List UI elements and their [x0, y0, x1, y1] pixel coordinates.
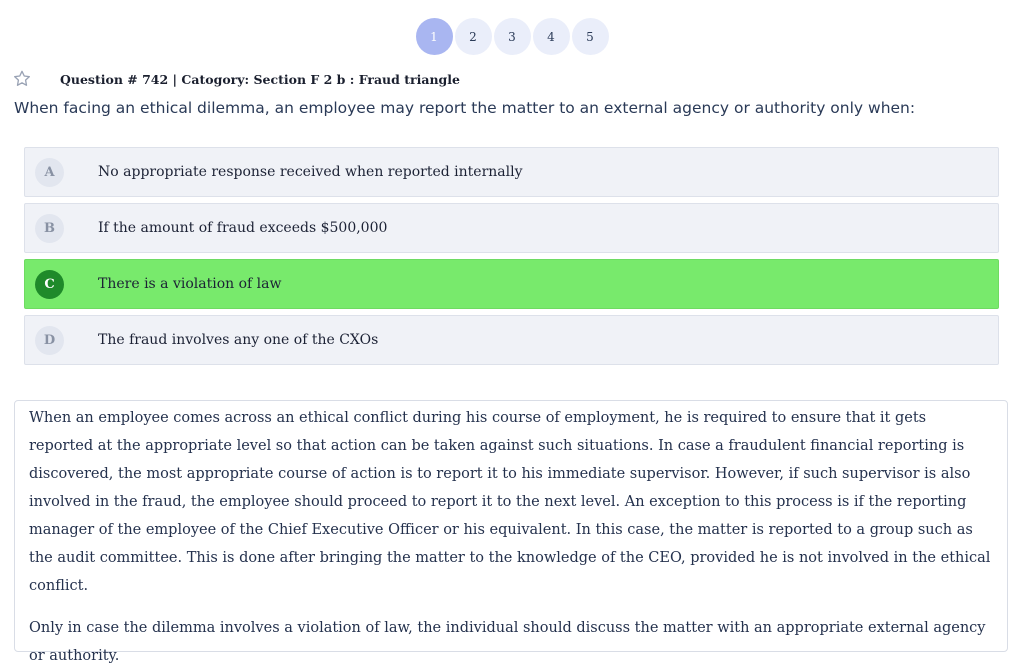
page-button-1[interactable]: 1 [416, 18, 453, 55]
answer-options [24, 147, 999, 371]
option-letter-badge: B [35, 214, 64, 243]
question-header [12, 69, 460, 89]
page-button-3[interactable]: 3 [494, 18, 531, 55]
page-button-2[interactable]: 2 [455, 18, 492, 55]
option-letter-badge: D [35, 326, 64, 355]
option-text: The fraud involves any one of the CXOs [98, 332, 379, 348]
explanation-panel [14, 400, 1008, 664]
explanation-paragraph: When an employee comes across an ethical conflict during his course of employment, he is required to ensure that it gets reported at the appropriate level so that action can be taken against such situations. In case a fraudulent financial reporting is discovered, the most appropriate course of action is to report it to his immediate supervisor. However, if such supervisor is also involved in the fraud, the employee should proceed to report it to the next level. An exception to this process is if the reporting manager of the employee of the Chief Executive Officer or his equivalent. In this case, the matter is reported to a group such as the audit committee. This is done after bringing the matter to the knowledge of the CEO, provided he is not involved in the ethical conflict. [29, 410, 991, 594]
option-letter-badge: C [35, 270, 64, 299]
option-text: If the amount of fraud exceeds $500,000 [98, 220, 388, 236]
option-text: No appropriate response received when reported internally [98, 164, 523, 180]
option-c[interactable] [24, 259, 999, 309]
question-text: When facing an ethical dilemma, an employee may report the matter to an external agency or authority only when: [14, 99, 916, 117]
page-button-4[interactable]: 4 [533, 18, 570, 55]
option-a[interactable] [24, 147, 999, 197]
option-letter-badge: A [35, 158, 64, 187]
option-b[interactable] [24, 203, 999, 253]
question-meta: Question # 742 | Catogory: Section F 2 b : Fraud triangle [60, 71, 460, 87]
question-pager [0, 18, 1024, 55]
star-icon[interactable] [12, 69, 32, 89]
option-text: There is a violation of law [98, 276, 282, 292]
option-d[interactable] [24, 315, 999, 365]
page-button-5[interactable]: 5 [572, 18, 609, 55]
explanation-paragraph: Only in case the dilemma involves a violation of law, the individual should discuss the matter with an appropriate external agency or authority. [29, 620, 986, 664]
